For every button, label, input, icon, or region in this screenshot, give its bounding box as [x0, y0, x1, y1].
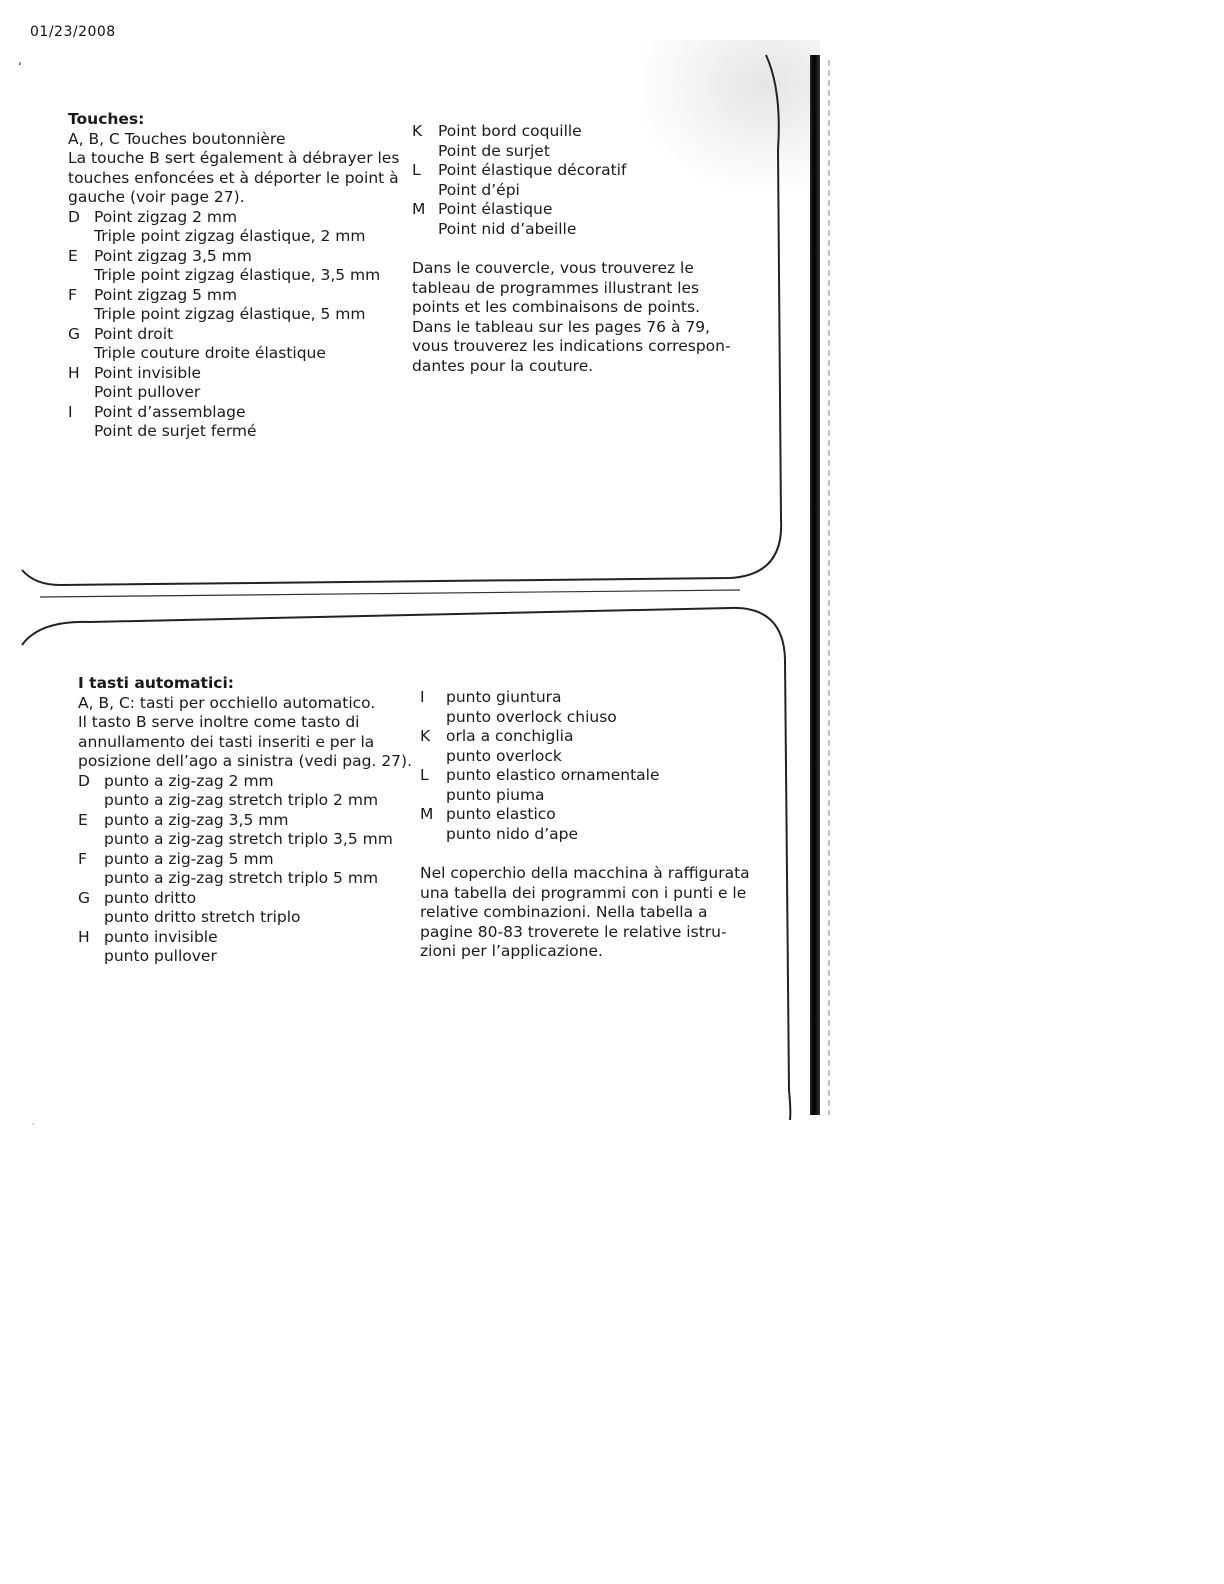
italian-item-i	[420, 688, 770, 727]
italian-item-f	[78, 850, 418, 889]
item-text: Point élastique Point nid d’abeille	[438, 200, 577, 238]
item-text: Point bord coquille Point de surjet	[438, 122, 582, 160]
item-text: Point élastique décoratif Point d’épi	[438, 161, 627, 199]
french-item-d	[68, 208, 408, 247]
french-item-m	[412, 200, 752, 239]
italian-intro: A, B, C: tasti per occhiello automatico. Il tasto B serve inoltre come tasto di annullamento dei tasti inseriti e per la posizione dell’ago a sinistra (vedi pag. 27).	[78, 693, 413, 770]
item-letter: E	[68, 246, 78, 265]
french-right-column	[412, 122, 752, 376]
item-text: punto invisible punto pullover	[104, 927, 218, 965]
item-text: punto a zig-zag 3,5 mm punto a zig-zag stretch triplo 3,5 mm	[104, 810, 393, 848]
spacer	[420, 844, 770, 864]
french-heading: Touches:	[68, 110, 145, 128]
item-letter: E	[78, 810, 88, 829]
item-text: orla a conchiglia punto overlock	[446, 727, 574, 765]
item-text: Point droit Triple couture droite élastique	[94, 324, 326, 362]
panel-divider	[40, 590, 740, 597]
date-stamp: 01/23/2008	[30, 24, 116, 40]
italian-item-k	[420, 727, 770, 766]
french-intro: A, B, C Touches boutonnière La touche B sert également à débrayer les touches enfoncées et à déporter le point à gauche (voir page 27).	[68, 129, 400, 206]
item-letter: F	[78, 849, 87, 868]
item-letter: D	[78, 771, 90, 790]
item-text: Point invisible Point pullover	[94, 363, 202, 401]
french-item-l	[412, 161, 752, 200]
french-note: Dans le couvercle, vous trouverez le tableau de programmes illustrant les points et les combinaisons de points. Dans le tableau sur les pages 76 à 79, vous trouverez les indications correspon- dantes pour la couture.	[412, 259, 731, 375]
item-text: punto giuntura punto overlock chiuso	[446, 688, 617, 726]
item-letter: L	[420, 766, 429, 784]
item-text: Point zigzag 3,5 mm Triple point zigzag élastique, 3,5 mm	[94, 246, 381, 284]
french-left-column	[68, 110, 408, 442]
spacer	[412, 239, 752, 259]
french-item-k	[412, 122, 752, 161]
item-letter: L	[412, 161, 421, 179]
italian-item-l	[420, 766, 770, 805]
italian-item-g	[78, 889, 418, 928]
french-item-f	[68, 286, 408, 325]
item-text: punto a zig-zag 5 mm punto a zig-zag stretch triplo 5 mm	[104, 849, 379, 887]
french-item-e	[68, 247, 408, 286]
item-letter: I	[420, 688, 425, 706]
item-text: punto dritto punto dritto stretch triplo	[104, 888, 301, 926]
italian-left-column	[78, 674, 418, 967]
item-letter: G	[68, 324, 81, 343]
item-text: punto a zig-zag 2 mm punto a zig-zag stretch triplo 2 mm	[104, 771, 379, 809]
item-text: punto elastico punto nido d’ape	[446, 805, 578, 843]
item-letter: H	[68, 363, 80, 382]
item-letter: D	[68, 207, 80, 226]
scan-mark-bottom: ·	[32, 1120, 35, 1129]
item-letter: H	[78, 927, 90, 946]
item-text: Point zigzag 5 mm Triple point zigzag élastique, 5 mm	[94, 285, 366, 323]
french-item-g	[68, 325, 408, 364]
italian-heading: I tasti automatici:	[78, 674, 234, 692]
italian-item-d	[78, 772, 418, 811]
item-letter: K	[412, 122, 423, 140]
item-text: punto elastico ornamentale punto piuma	[446, 766, 660, 804]
french-item-i	[68, 403, 408, 442]
italian-right-column	[420, 688, 770, 962]
scan-mark-top: ʻ	[18, 60, 22, 74]
italian-item-e	[78, 811, 418, 850]
item-text: Point zigzag 2 mm Triple point zigzag élastique, 2 mm	[94, 207, 366, 245]
item-text: Point d’assemblage Point de surjet fermé	[94, 402, 257, 440]
item-letter: I	[68, 402, 73, 421]
item-letter: K	[420, 727, 431, 745]
italian-note: Nel coperchio della macchina à raffigurata una tabella dei programmi con i punti e le relative combinazioni. Nella tabella a pagine 80-83 troverete le relative istru- zioni per l’applicazione.	[420, 864, 750, 960]
item-letter: M	[420, 805, 434, 823]
italian-item-m	[420, 805, 770, 844]
italian-item-h	[78, 928, 418, 967]
french-item-h	[68, 364, 408, 403]
item-letter: M	[412, 200, 426, 218]
item-letter: G	[78, 888, 91, 907]
item-letter: F	[68, 285, 77, 304]
